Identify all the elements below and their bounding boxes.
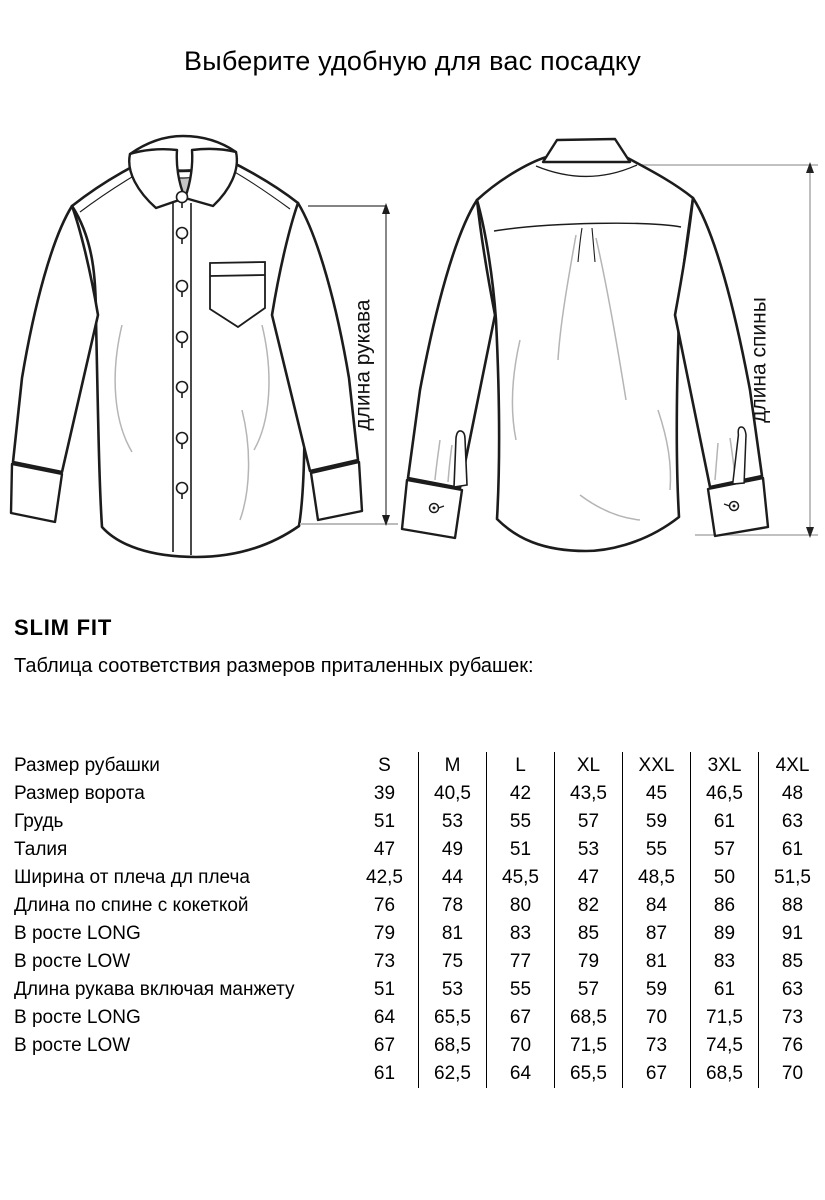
size-value-cell: 70 — [487, 1032, 555, 1060]
size-value-cell: 45,5 — [487, 864, 555, 892]
size-value-cell: 47 — [555, 864, 623, 892]
size-value-cell: 61 — [691, 808, 759, 836]
size-value-cell: 88 — [781, 895, 804, 916]
size-value-cell: 83 — [487, 920, 555, 948]
size-value-cell: 61 — [781, 839, 804, 860]
fit-heading: SLIM FIT — [14, 615, 113, 640]
row-label: В росте LOW — [14, 951, 131, 972]
size-value-cell: 51 — [351, 976, 419, 1004]
back-length-label: длина спины — [747, 297, 771, 423]
size-column-header: 3XL — [691, 752, 759, 780]
size-value-cell: 59 — [623, 976, 691, 1004]
size-value-cell: 44 — [419, 864, 487, 892]
row-label — [14, 1060, 351, 1088]
size-value-cell: 81 — [623, 948, 691, 976]
size-value-cell: 63 — [781, 811, 804, 832]
size-value-cell: 55 — [487, 976, 555, 1004]
size-value-cell: 61 — [351, 1060, 419, 1088]
size-value-cell: 57 — [555, 808, 623, 836]
size-value-cell: 51,5 — [774, 867, 811, 888]
size-value-cell: 42,5 — [351, 864, 419, 892]
size-value-cell: 57 — [555, 976, 623, 1004]
size-value-cell: 47 — [351, 836, 419, 864]
table-row — [14, 808, 825, 836]
size-value-cell: 71,5 — [555, 1032, 623, 1060]
size-value-cell: 63 — [781, 979, 804, 1000]
size-table-body — [14, 752, 825, 1088]
size-value-cell: 64 — [487, 1060, 555, 1088]
size-value-cell: 51 — [351, 808, 419, 836]
size-value-cell: 46,5 — [691, 780, 759, 808]
row-label: Длина по спине с кокеткой — [14, 895, 249, 916]
size-value-cell: 62,5 — [419, 1060, 487, 1088]
size-value-cell: 51 — [487, 836, 555, 864]
size-value-cell: 82 — [555, 892, 623, 920]
size-value-cell: 43,5 — [555, 780, 623, 808]
size-value-cell: 71,5 — [691, 1004, 759, 1032]
size-value-cell: 75 — [419, 948, 487, 976]
size-column-header: M — [419, 752, 487, 780]
size-value-cell: 53 — [555, 836, 623, 864]
table-row — [14, 836, 825, 864]
size-value-cell: 81 — [419, 920, 487, 948]
size-value-cell: 67 — [351, 1032, 419, 1060]
page-title: Выберите удобную для вас посадку — [184, 46, 641, 76]
size-value-cell: 55 — [623, 836, 691, 864]
shirt-front-body — [11, 150, 362, 557]
size-value-cell: 45 — [623, 780, 691, 808]
size-value-cell: 83 — [691, 948, 759, 976]
size-value-cell: 80 — [487, 892, 555, 920]
size-value-cell: 86 — [691, 892, 759, 920]
size-value-cell: 65,5 — [419, 1004, 487, 1032]
size-value-cell: 59 — [623, 808, 691, 836]
size-value-cell: 53 — [419, 976, 487, 1004]
size-value-cell: 73 — [781, 1007, 804, 1028]
table-row — [14, 976, 825, 1004]
size-value-cell: 68,5 — [555, 1004, 623, 1032]
size-value-cell: 67 — [623, 1060, 691, 1088]
row-label: Талия — [14, 839, 68, 860]
size-value-cell: 57 — [691, 836, 759, 864]
size-value-cell: 65,5 — [555, 1060, 623, 1088]
size-value-cell: 85 — [555, 920, 623, 948]
row-label: Длина рукава включая манжету — [14, 979, 295, 1000]
size-value-cell: 48 — [781, 783, 804, 804]
size-value-cell: 79 — [555, 948, 623, 976]
row-label: В росте LOW — [14, 1035, 131, 1056]
size-value-cell: 74,5 — [691, 1032, 759, 1060]
table-row — [14, 892, 825, 920]
table-row — [14, 780, 825, 808]
arrow-down-icon — [806, 527, 814, 538]
size-value-cell: 73 — [351, 948, 419, 976]
size-column-header: XL — [555, 752, 623, 780]
size-value-cell: 68,5 — [419, 1032, 487, 1060]
row-label: Ширина от плеча дл плеча — [14, 867, 250, 888]
table-row — [14, 1060, 825, 1088]
table-row — [14, 948, 825, 976]
size-value-cell: 48,5 — [623, 864, 691, 892]
table-caption: Таблица соответствия размеров приталенных рубашек: — [14, 655, 534, 677]
size-value-cell: 49 — [419, 836, 487, 864]
arrow-up-icon — [806, 162, 814, 173]
table-row — [14, 1004, 825, 1032]
shirt-back-body — [402, 156, 768, 551]
size-column-header: XXL — [623, 752, 691, 780]
sleeve-length-label: длина рукава — [351, 299, 375, 431]
row-label: В росте LONG — [14, 923, 141, 944]
size-value-cell: 76 — [351, 892, 419, 920]
size-value-cell: 70 — [781, 1063, 804, 1084]
size-table — [14, 752, 825, 1088]
table-row — [14, 1032, 825, 1060]
shirt-front-drawing — [10, 110, 400, 550]
size-value-cell: 68,5 — [691, 1060, 759, 1088]
size-value-cell: 77 — [487, 948, 555, 976]
size-column-header: L — [487, 752, 555, 780]
row-label: Размер рубашки — [14, 755, 160, 776]
size-value-cell: 78 — [419, 892, 487, 920]
size-value-cell: 50 — [691, 864, 759, 892]
row-label: Размер ворота — [14, 783, 145, 804]
size-value-cell: 70 — [623, 1004, 691, 1032]
size-value-cell: 55 — [487, 808, 555, 836]
size-value-cell: 67 — [487, 1004, 555, 1032]
table-row — [14, 920, 825, 948]
size-value-cell: 87 — [623, 920, 691, 948]
size-column-header: S — [351, 752, 419, 780]
shirt-back-drawing — [400, 110, 825, 550]
row-label: В росте LONG — [14, 1007, 141, 1028]
arrow-up-icon — [382, 203, 390, 214]
size-value-cell: 40,5 — [419, 780, 487, 808]
size-value-cell: 39 — [351, 780, 419, 808]
table-row — [14, 864, 825, 892]
size-value-cell: 42 — [487, 780, 555, 808]
size-value-cell: 73 — [623, 1032, 691, 1060]
size-value-cell: 79 — [351, 920, 419, 948]
size-value-cell: 91 — [781, 923, 804, 944]
size-value-cell: 64 — [351, 1004, 419, 1032]
row-label: Грудь — [14, 811, 64, 832]
size-value-cell: 84 — [623, 892, 691, 920]
size-value-cell: 89 — [691, 920, 759, 948]
table-header-row — [14, 752, 825, 780]
size-column-header: 4XL — [775, 755, 810, 776]
size-value-cell: 61 — [691, 976, 759, 1004]
size-value-cell: 53 — [419, 808, 487, 836]
size-value-cell: 85 — [781, 951, 804, 972]
size-value-cell: 76 — [781, 1035, 804, 1056]
